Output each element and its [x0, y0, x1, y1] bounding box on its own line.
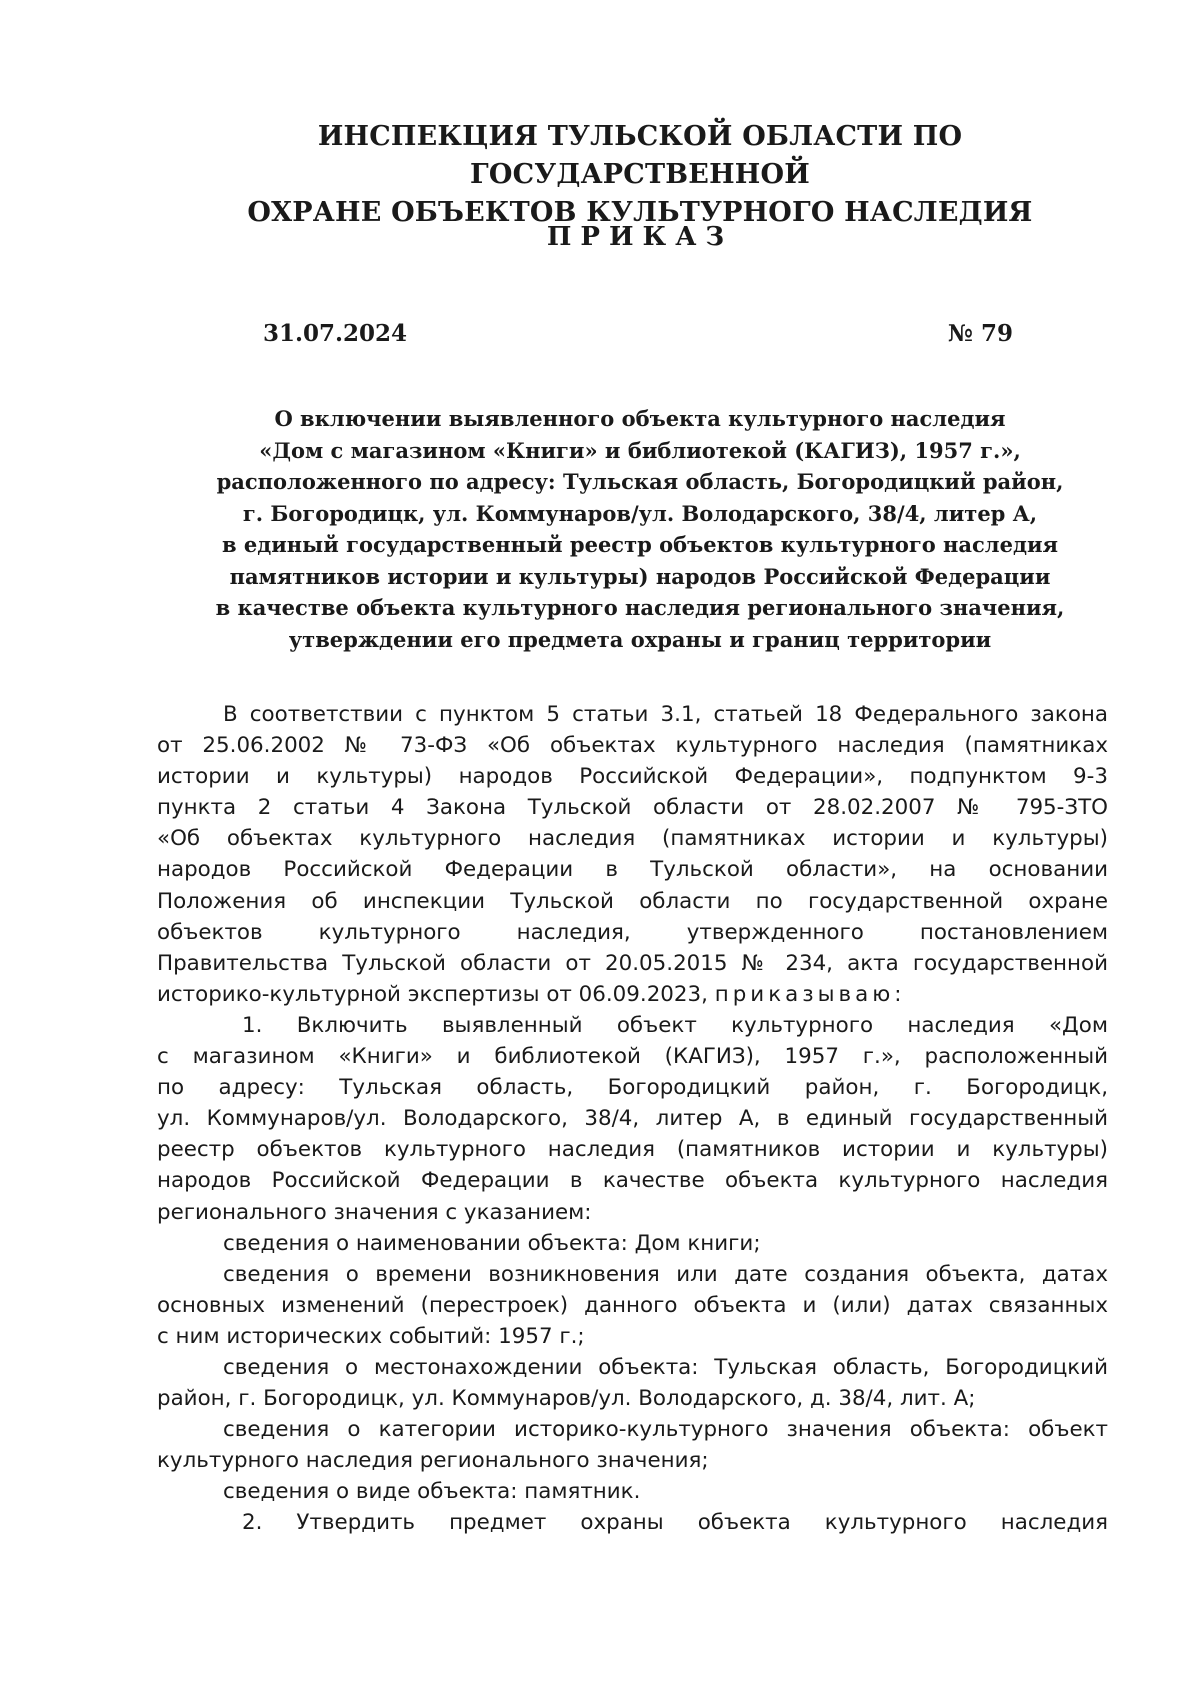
body-line — [157, 979, 1108, 1010]
subject-line: г. Богородицк, ул. Коммунаров/ул. Володарского, 38/4, литер А, — [242, 500, 1038, 526]
body-line: «Об объектах культурного наследия (памятниках истории и культуры) — [157, 826, 1108, 852]
preamble-end: историко-культурной экспертизы от 06.09.2023, — [157, 981, 715, 1007]
body-line: сведения о виде объекта: памятник. — [223, 1479, 641, 1505]
body-line: народов Российской Федерации в качестве объекта культурного наследия — [157, 1168, 1108, 1194]
body-line: сведения о наименовании объекта: Дом книги; — [223, 1230, 761, 1256]
body-line: регионального значения с указанием: — [157, 1199, 592, 1225]
subject-line: расположенного по адресу: Тульская область, Богородицкий район, — [216, 469, 1064, 494]
subject-line: утверждении его предмета охраны и границ территории — [288, 626, 992, 652]
body-line: от 25.06.2002 № 73-ФЗ «Об объектах культурного наследия (памятниках — [157, 733, 1108, 759]
order-word: приказываю: — [714, 981, 906, 1007]
order-date: 31.07.2024 — [263, 320, 408, 347]
body-line: район, г. Богородицк, ул. Коммунаров/ул. Володарского, д. 38/4, лит. А; — [157, 1386, 976, 1412]
body-line: народов Российской Федерации в Тульской области», на основании — [157, 857, 1108, 883]
body-line: пункта 2 статьи 4 Закона Тульской области от 28.02.2007 № 795-ЗТО — [157, 795, 1108, 821]
body-line: культурного наследия регионального значения; — [157, 1448, 709, 1474]
org-line-2: ОХРАНЕ ОБЪЕКТОВ КУЛЬТУРНОГО НАСЛЕДИЯ — [247, 197, 1033, 228]
body-line: сведения о местонахождении объекта: Тульская область, Богородицкий — [223, 1354, 1108, 1380]
subject-line: «Дом с магазином «Книги» и библиотекой (КАГИЗ), 1957 г.», — [259, 437, 1021, 463]
order-body — [157, 699, 1108, 1539]
org-line-1: ИНСПЕКЦИЯ ТУЛЬСКОЙ ОБЛАСТИ ПО ГОСУДАРСТВЕННОЙ — [317, 121, 963, 190]
subject-line: памятников истории и культуры) народов Российской Федерации — [229, 563, 1051, 589]
subject-line: в качестве объекта культурного наследия регионального значения, — [215, 595, 1065, 620]
body-line: истории и культуры) народов Российской Федерации», подпунктом 9-3 — [157, 764, 1108, 790]
body-line: сведения о категории историко-культурного значения объекта: объект — [223, 1417, 1108, 1443]
order-subject — [150, 403, 1130, 655]
organization-name — [150, 118, 1130, 232]
order-number: № 79 — [948, 320, 1014, 347]
subject-line: в единый государственный реестр объектов культурного наследия — [221, 532, 1059, 557]
body-line: Положения об инспекции Тульской области по государственной охране — [157, 888, 1108, 914]
subject-line: О включении выявленного объекта культурного наследия — [274, 406, 1006, 431]
body-line: В соответствии с пунктом 5 статьи 3.1, статьей 18 Федерального закона — [223, 702, 1108, 727]
body-line: реестр объектов культурного наследия (памятников истории и культуры) — [157, 1137, 1108, 1163]
document-type: ПРИКАЗ — [546, 222, 734, 252]
body-line: 1. Включить выявленный объект культурного наследия «Дом — [242, 1012, 1108, 1038]
body-line: Правительства Тульской области от 20.05.2015 № 234, акта государственной — [157, 950, 1108, 976]
body-line: по адресу: Тульская область, Богородицкий район, г. Богородицк, — [157, 1075, 1108, 1101]
body-line: объектов культурного наследия, утвержденного постановлением — [157, 919, 1108, 945]
body-line: основных изменений (перестроек) данного объекта и (или) датах связанных — [157, 1292, 1108, 1318]
body-line: с ним исторических событий: 1957 г.; — [157, 1323, 585, 1349]
body-line: ул. Коммунаров/ул. Володарского, 38/4, литер А, в единый государственный — [157, 1106, 1108, 1132]
body-line: сведения о времени возникновения или дате создания объекта, датах — [223, 1261, 1108, 1287]
body-line: 2. Утвердить предмет охраны объекта культурного наследия — [242, 1510, 1108, 1536]
body-line: с магазином «Книги» и библиотекой (КАГИЗ), 1957 г.», расположенный — [157, 1044, 1108, 1070]
